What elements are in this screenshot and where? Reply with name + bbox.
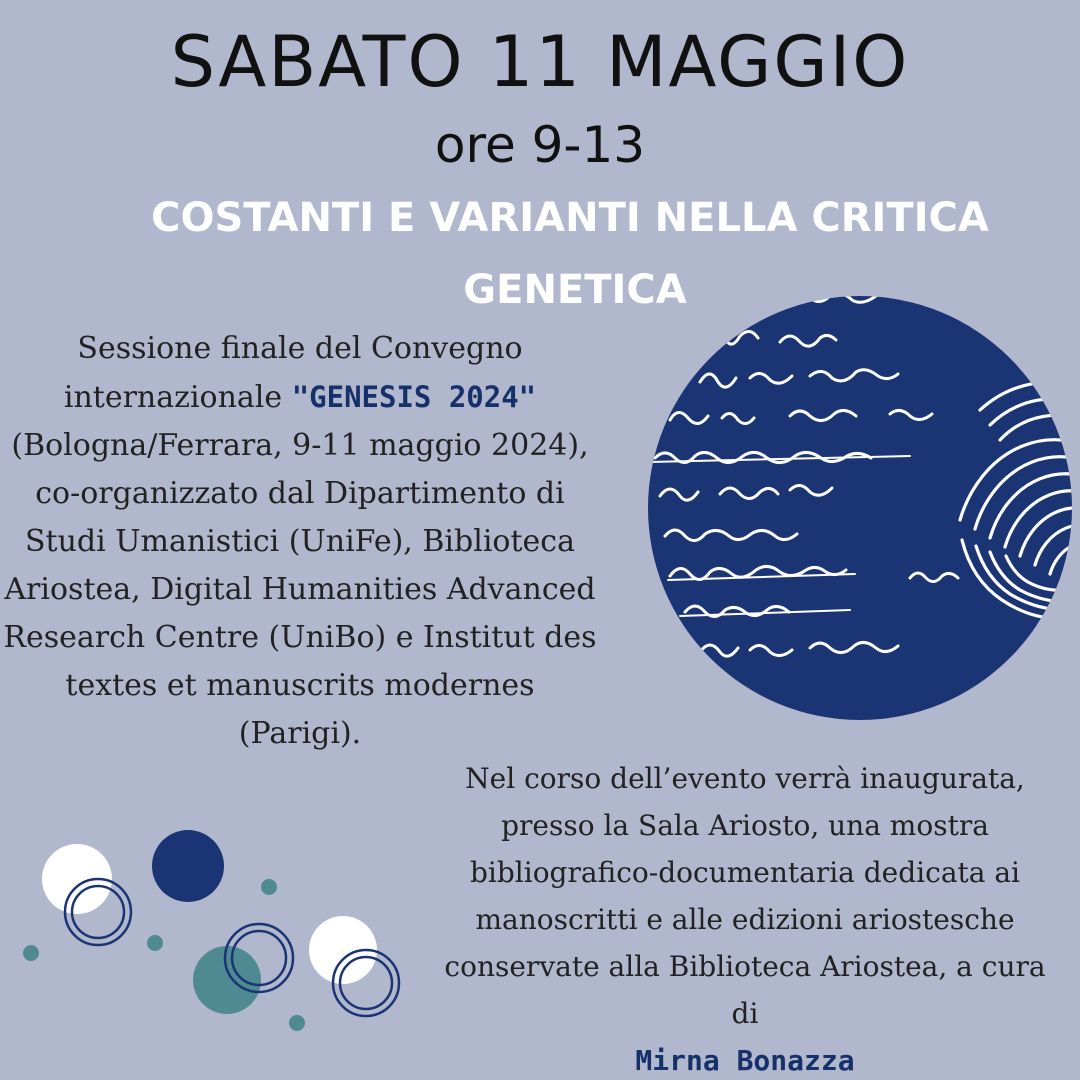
description-details: (Bologna/Ferrara, 9-11 maggio 2024), co-organizzato dal Dipartimento di Studi Umanistici (UniFe), Biblioteca Ariostea, Digital Humanities Advanced Research Centre (UniBo) e Institut des textes et manuscrits modernes (Parigi).: [3, 428, 597, 751]
decorative-circles: [0, 820, 440, 1060]
date-heading: SABATO 11 MAGGIO: [170, 21, 910, 103]
description-intro: Sessione finale del Convegno internazionale: [63, 331, 523, 415]
conference-name: "GENESIS 2024": [291, 380, 537, 414]
exhibition-description: [440, 755, 1050, 1080]
curator-name: Mirna Bonazza: [635, 1044, 855, 1077]
event-title-line-1: COSTANTI E VARIANTI NELLA CRITICA: [151, 195, 989, 241]
event-title-line-2: GENETICA: [463, 267, 687, 313]
time-heading: ore 9-13: [434, 116, 646, 174]
exhibition-text: Nel corso dell’evento verrà inaugurata, presso la Sala Ariosto, una mostra bibliografico-documentaria dedicata ai manoscritti e alle edizioni ariostesche conservate alla Biblioteca Ariostea, a cura di: [444, 762, 1046, 1030]
manuscript-fingerprint-image: [640, 290, 1080, 725]
session-description: [0, 325, 600, 758]
